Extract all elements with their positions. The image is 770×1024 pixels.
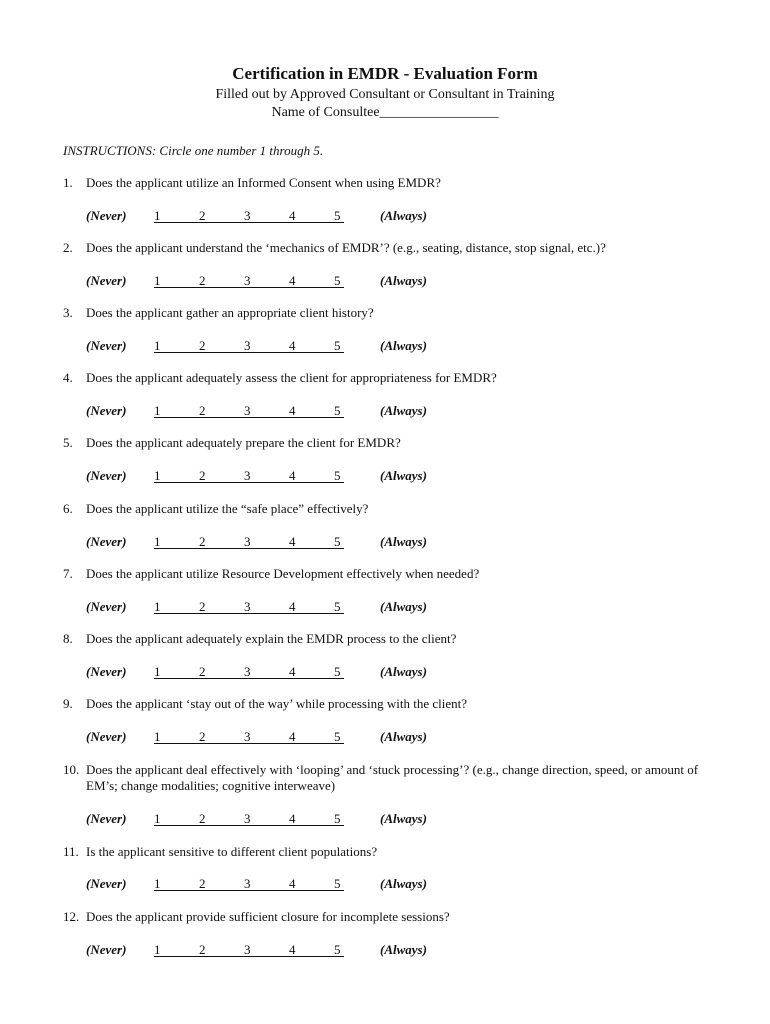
- scale-always-label: (Always): [380, 403, 427, 418]
- rating-option-3[interactable]: 3: [244, 338, 251, 353]
- rating-option-5[interactable]: 5: [334, 403, 341, 418]
- rating-option-3[interactable]: 3: [244, 273, 251, 288]
- rating-option-2[interactable]: 2: [199, 942, 206, 957]
- form-title: Certification in EMDR - Evaluation Form: [232, 64, 538, 83]
- scale-never-label: (Never): [86, 876, 127, 891]
- rating-option-3[interactable]: 3: [244, 403, 251, 418]
- rating-option-2[interactable]: 2: [199, 534, 206, 549]
- rating-option-3[interactable]: 3: [244, 876, 251, 891]
- rating-scale-1: [86, 208, 486, 224]
- rating-option-5[interactable]: 5: [334, 811, 341, 826]
- scale-always-label: (Always): [380, 208, 427, 223]
- question-text: Does the applicant ‘stay out of the way’ while processing with the client?: [86, 696, 467, 711]
- rating-scale-9: [86, 729, 486, 745]
- scale-always-label: (Always): [380, 468, 427, 483]
- rating-option-5[interactable]: 5: [334, 729, 341, 744]
- scale-never-label: (Never): [86, 534, 127, 549]
- scale-always-label: (Always): [380, 599, 427, 614]
- question-number: 6.: [63, 501, 73, 516]
- instructions: INSTRUCTIONS: Circle one number 1 through 5.: [63, 143, 324, 158]
- rating-option-1[interactable]: 1: [154, 403, 161, 418]
- rating-option-2[interactable]: 2: [199, 729, 206, 744]
- scale-never-label: (Never): [86, 208, 127, 223]
- rating-option-4[interactable]: 4: [289, 942, 296, 957]
- rating-option-1[interactable]: 1: [154, 876, 161, 891]
- scale-never-label: (Never): [86, 729, 127, 744]
- rating-scale-2: [86, 273, 486, 289]
- rating-option-5[interactable]: 5: [334, 208, 341, 223]
- question-text: Does the applicant utilize an Informed Consent when using EMDR?: [86, 175, 441, 190]
- rating-option-4[interactable]: 4: [289, 534, 296, 549]
- rating-option-5[interactable]: 5: [334, 273, 341, 288]
- rating-option-2[interactable]: 2: [199, 403, 206, 418]
- question-number: 5.: [63, 435, 73, 450]
- question-text: Does the applicant provide sufficient closure for incomplete sessions?: [86, 909, 450, 924]
- rating-option-1[interactable]: 1: [154, 338, 161, 353]
- rating-option-5[interactable]: 5: [334, 876, 341, 891]
- question-text: Does the applicant gather an appropriate client history?: [86, 305, 374, 320]
- rating-option-3[interactable]: 3: [244, 811, 251, 826]
- rating-option-1[interactable]: 1: [154, 273, 161, 288]
- form-subtitle: Filled out by Approved Consultant or Consultant in Training: [215, 87, 555, 102]
- rating-option-4[interactable]: 4: [289, 664, 296, 679]
- scale-never-label: (Never): [86, 811, 127, 826]
- rating-scale-5: [86, 468, 486, 484]
- rating-option-1[interactable]: 1: [154, 729, 161, 744]
- rating-option-1[interactable]: 1: [154, 811, 161, 826]
- rating-option-3[interactable]: 3: [244, 599, 251, 614]
- rating-option-4[interactable]: 4: [289, 338, 296, 353]
- rating-option-3[interactable]: 3: [244, 664, 251, 679]
- question-3: [63, 305, 703, 321]
- question-text: Does the applicant utilize the “safe place” effectively?: [86, 501, 369, 516]
- scale-never-label: (Never): [86, 468, 127, 483]
- rating-option-3[interactable]: 3: [244, 942, 251, 957]
- scale-never-label: (Never): [86, 338, 127, 353]
- question-number: 1.: [63, 175, 73, 190]
- consultee-name-line: Name of Consultee_________________: [271, 105, 499, 120]
- rating-option-1[interactable]: 1: [154, 534, 161, 549]
- scale-never-label: (Never): [86, 273, 127, 288]
- question-number: 4.: [63, 370, 73, 385]
- scale-always-label: (Always): [380, 811, 427, 826]
- rating-option-5[interactable]: 5: [334, 468, 341, 483]
- question-1: [63, 175, 703, 191]
- question-9: [63, 696, 703, 712]
- question-text: Does the applicant deal effectively with ‘looping’ and ‘stuck processing’? (e.g., change direction, speed, or amount of EM’s; change modalities; cognitive interweave): [86, 762, 699, 793]
- rating-option-2[interactable]: 2: [199, 273, 206, 288]
- rating-option-1[interactable]: 1: [154, 942, 161, 957]
- question-text: Does the applicant utilize Resource Development effectively when needed?: [86, 566, 480, 581]
- scale-always-label: (Always): [380, 273, 427, 288]
- scale-never-label: (Never): [86, 942, 127, 957]
- question-number: 11.: [63, 844, 79, 859]
- rating-option-3[interactable]: 3: [244, 468, 251, 483]
- question-number: 2.: [63, 240, 73, 255]
- question-number: 9.: [63, 696, 73, 711]
- rating-option-3[interactable]: 3: [244, 729, 251, 744]
- rating-scale-3: [86, 338, 486, 354]
- rating-option-2[interactable]: 2: [199, 876, 206, 891]
- scale-always-label: (Always): [380, 942, 427, 957]
- rating-option-4[interactable]: 4: [289, 403, 296, 418]
- question-number: 7.: [63, 566, 73, 581]
- rating-option-1[interactable]: 1: [154, 664, 161, 679]
- scale-never-label: (Never): [86, 664, 127, 679]
- rating-option-2[interactable]: 2: [199, 468, 206, 483]
- rating-option-4[interactable]: 4: [289, 468, 296, 483]
- rating-scale-12: [86, 942, 486, 958]
- rating-option-1[interactable]: 1: [154, 208, 161, 223]
- question-text: Does the applicant adequately explain the EMDR process to the client?: [86, 631, 457, 646]
- rating-option-2[interactable]: 2: [199, 664, 206, 679]
- rating-option-2[interactable]: 2: [199, 338, 206, 353]
- question-number: 8.: [63, 631, 73, 646]
- rating-option-4[interactable]: 4: [289, 273, 296, 288]
- rating-scale-6: [86, 534, 486, 550]
- question-11: [63, 844, 703, 860]
- rating-scale-10: [86, 811, 486, 827]
- question-number: 3.: [63, 305, 73, 320]
- question-text: Does the applicant adequately assess the client for appropriateness for EMDR?: [86, 370, 497, 385]
- rating-option-1[interactable]: 1: [154, 599, 161, 614]
- question-10: [63, 762, 703, 794]
- question-number: 10.: [63, 762, 80, 777]
- rating-option-4[interactable]: 4: [289, 599, 296, 614]
- rating-option-2[interactable]: 2: [199, 599, 206, 614]
- rating-option-5[interactable]: 5: [334, 942, 341, 957]
- question-text: Is the applicant sensitive to different client populations?: [86, 844, 378, 859]
- rating-option-4[interactable]: 4: [289, 876, 296, 891]
- scale-always-label: (Always): [380, 729, 427, 744]
- scale-never-label: (Never): [86, 403, 127, 418]
- question-7: [63, 566, 703, 582]
- question-12: [63, 909, 703, 925]
- question-2: [63, 240, 703, 256]
- rating-scale-11: [86, 876, 486, 892]
- rating-option-5[interactable]: 5: [334, 534, 341, 549]
- question-text: Does the applicant adequately prepare the client for EMDR?: [86, 435, 401, 450]
- rating-option-2[interactable]: 2: [199, 811, 206, 826]
- rating-option-1[interactable]: 1: [154, 468, 161, 483]
- scale-always-label: (Always): [380, 534, 427, 549]
- question-4: [63, 370, 703, 386]
- question-8: [63, 631, 703, 647]
- rating-scale-8: [86, 664, 486, 680]
- question-5: [63, 435, 703, 451]
- rating-option-2[interactable]: 2: [199, 208, 206, 223]
- scale-never-label: (Never): [86, 599, 127, 614]
- scale-always-label: (Always): [380, 876, 427, 891]
- scale-always-label: (Always): [380, 664, 427, 679]
- rating-option-4[interactable]: 4: [289, 729, 296, 744]
- question-text: Does the applicant understand the ‘mechanics of EMDR’? (e.g., seating, distance, stop signal, etc.)?: [86, 240, 606, 255]
- rating-option-4[interactable]: 4: [289, 208, 296, 223]
- question-number: 12.: [63, 909, 80, 924]
- rating-option-3[interactable]: 3: [244, 208, 251, 223]
- rating-option-4[interactable]: 4: [289, 811, 296, 826]
- rating-scale-7: [86, 599, 486, 615]
- rating-option-5[interactable]: 5: [334, 338, 341, 353]
- rating-scale-4: [86, 403, 486, 419]
- rating-option-5[interactable]: 5: [334, 599, 341, 614]
- question-6: [63, 501, 703, 517]
- scale-always-label: (Always): [380, 338, 427, 353]
- rating-option-5[interactable]: 5: [334, 664, 341, 679]
- rating-option-3[interactable]: 3: [244, 534, 251, 549]
